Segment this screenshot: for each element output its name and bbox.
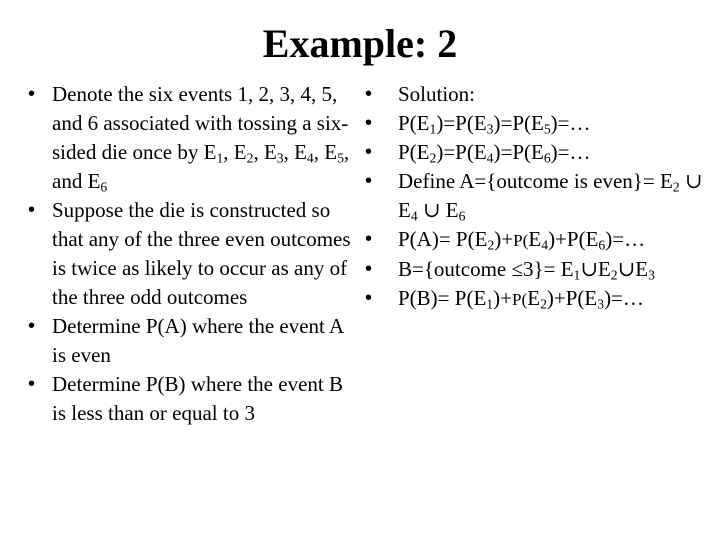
- problem-item-pa: • Determine P(A) where the event A is even: [28, 312, 358, 370]
- problem-item-events: • Denote the six events 1, 2, 3, 4, 5, and 6 associated with tossing a six-sided die once by $E_1$, $E_2$, $E_3$, $E_4$, $E_5$, and $E_6$: [28, 80, 358, 196]
- problem-item-die: • Suppose the die is constructed so that any of the three even outcomes is twice as likely to occur as any of the three odd outcomes: [28, 196, 358, 312]
- solution-item-pb: • $P(B)= P(E_1)+P(E_2)+P(E_3)=\dots$: [365, 284, 710, 314]
- right-column: [365, 80, 710, 314]
- solution-item-define-a: • Define A={outcome is even}= $E_2$ ∪ $E_4$ ∪ $E_6$: [365, 167, 710, 225]
- slide-title: Example: 2: [262, 21, 458, 66]
- left-column: [28, 80, 358, 428]
- solution-item-even: • $P(E_2)=P(E_4)=P(E_6)=\dots$: [365, 138, 710, 167]
- solution-list: [365, 80, 710, 314]
- solution-item-pa: • $P(A)= P(E_2)+P(E_4)+P(E_6)=\dots$: [365, 225, 710, 255]
- problem-item-pb: • Determine P(B) where the event B is less than or equal to 3: [28, 370, 358, 428]
- solution-item-odd: • $P(E_1)=P(E_3)=P(E_5)=\dots$: [365, 109, 710, 138]
- problem-list: [28, 80, 358, 428]
- solution-item-define-b: • B={outcome $\le 3\}= E_1\cup E_2\cup E_3$: [365, 255, 710, 284]
- solution-heading: • Solution:: [365, 80, 710, 109]
